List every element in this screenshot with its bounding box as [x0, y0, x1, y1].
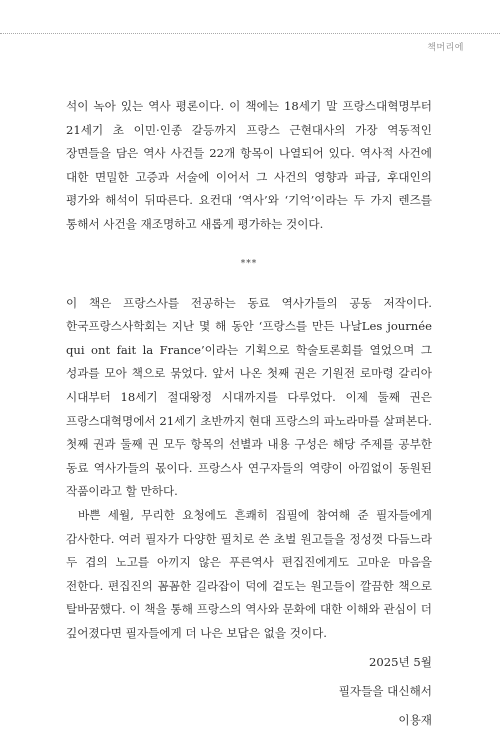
running-head: 책머리에 [427, 43, 464, 53]
top-dotted-rule [0, 33, 500, 34]
signature-author: 이용재 [398, 713, 432, 728]
signature-on-behalf: 필자들을 대신해서 [338, 684, 432, 699]
paragraph-acknowledgements: 바쁜 세월, 무리한 요청에도 흔쾌히 집필에 참여해 준 필자들에게 감사한다. 여러 필자가 다양한 필치로 쓴 초벌 원고들을 정성껏 다듬느라 두 겹의 노고를 아끼지 않은 푸른역사 편집진에게도 고마운 마음을 전한다. 편집진의 꼼꼼한 길라잡이 덕에 겉도는 원고들이 깔끔한 책으로 탈바꿈했다. 이 책을 통해 프랑스의 역사와 문화에 대한 이해와 관심이 더 깊어졌다면 필자들에게 더 나은 보답은 없을 것이다. [66, 507, 432, 640]
paragraph-history-review: 석이 녹아 있는 역사 평론이다. 이 책에는 18세기 말 프랑스대혁명부터 21세기 초 이민·인종 갈등까지 프랑스 근현대사의 가장 역동적인 장면들을 담은 역사 사건들 22개 항목이 나열되어 있다. 역사적 사건에 대한 면밀한 고증과 서술에 이어서 그 사건의 영향과 파급, 후대인의 평가와 해석이 뒤따른다. 요컨대 ‘역사’와 ‘기억’이라는 두 가지 렌즈를 통해서 사건을 재조명하고 새롭게 평가하는 것이다. [66, 99, 432, 231]
signature-block [66, 648, 432, 735]
preface-body [66, 95, 432, 735]
paragraph-joint-work: 이 책은 프랑스사를 전공하는 동료 역사가들의 공동 저작이다. 한국프랑스사학회는 지난 몇 해 동안 ‘프랑스를 만든 나날Les journée qui ont fait la France’이라는 기획으로 학술토론회를 열었으며 그 성과를 모아 책으로 묶었다. 앞서 나온 첫째 권은 기원전 로마령 갈리아 시대부터 18세기 절대왕정 시대까지를 다루었다. 이제 둘째 권은 프랑스대혁명에서 21세기 초반까지 현대 프랑스의 파노라마를 살펴본다. 첫째 권과 둘째 권 모두 항목의 선별과 내용 구성은 해당 주제를 공부한 동료 역사가들의 몫이다. 프랑스사 연구자들의 역량이 아낌없이 동원된 작품이라고 할 만하다. [66, 295, 432, 499]
section-divider: *** [240, 258, 258, 269]
signature-date: 2025년 5월 [369, 655, 432, 670]
